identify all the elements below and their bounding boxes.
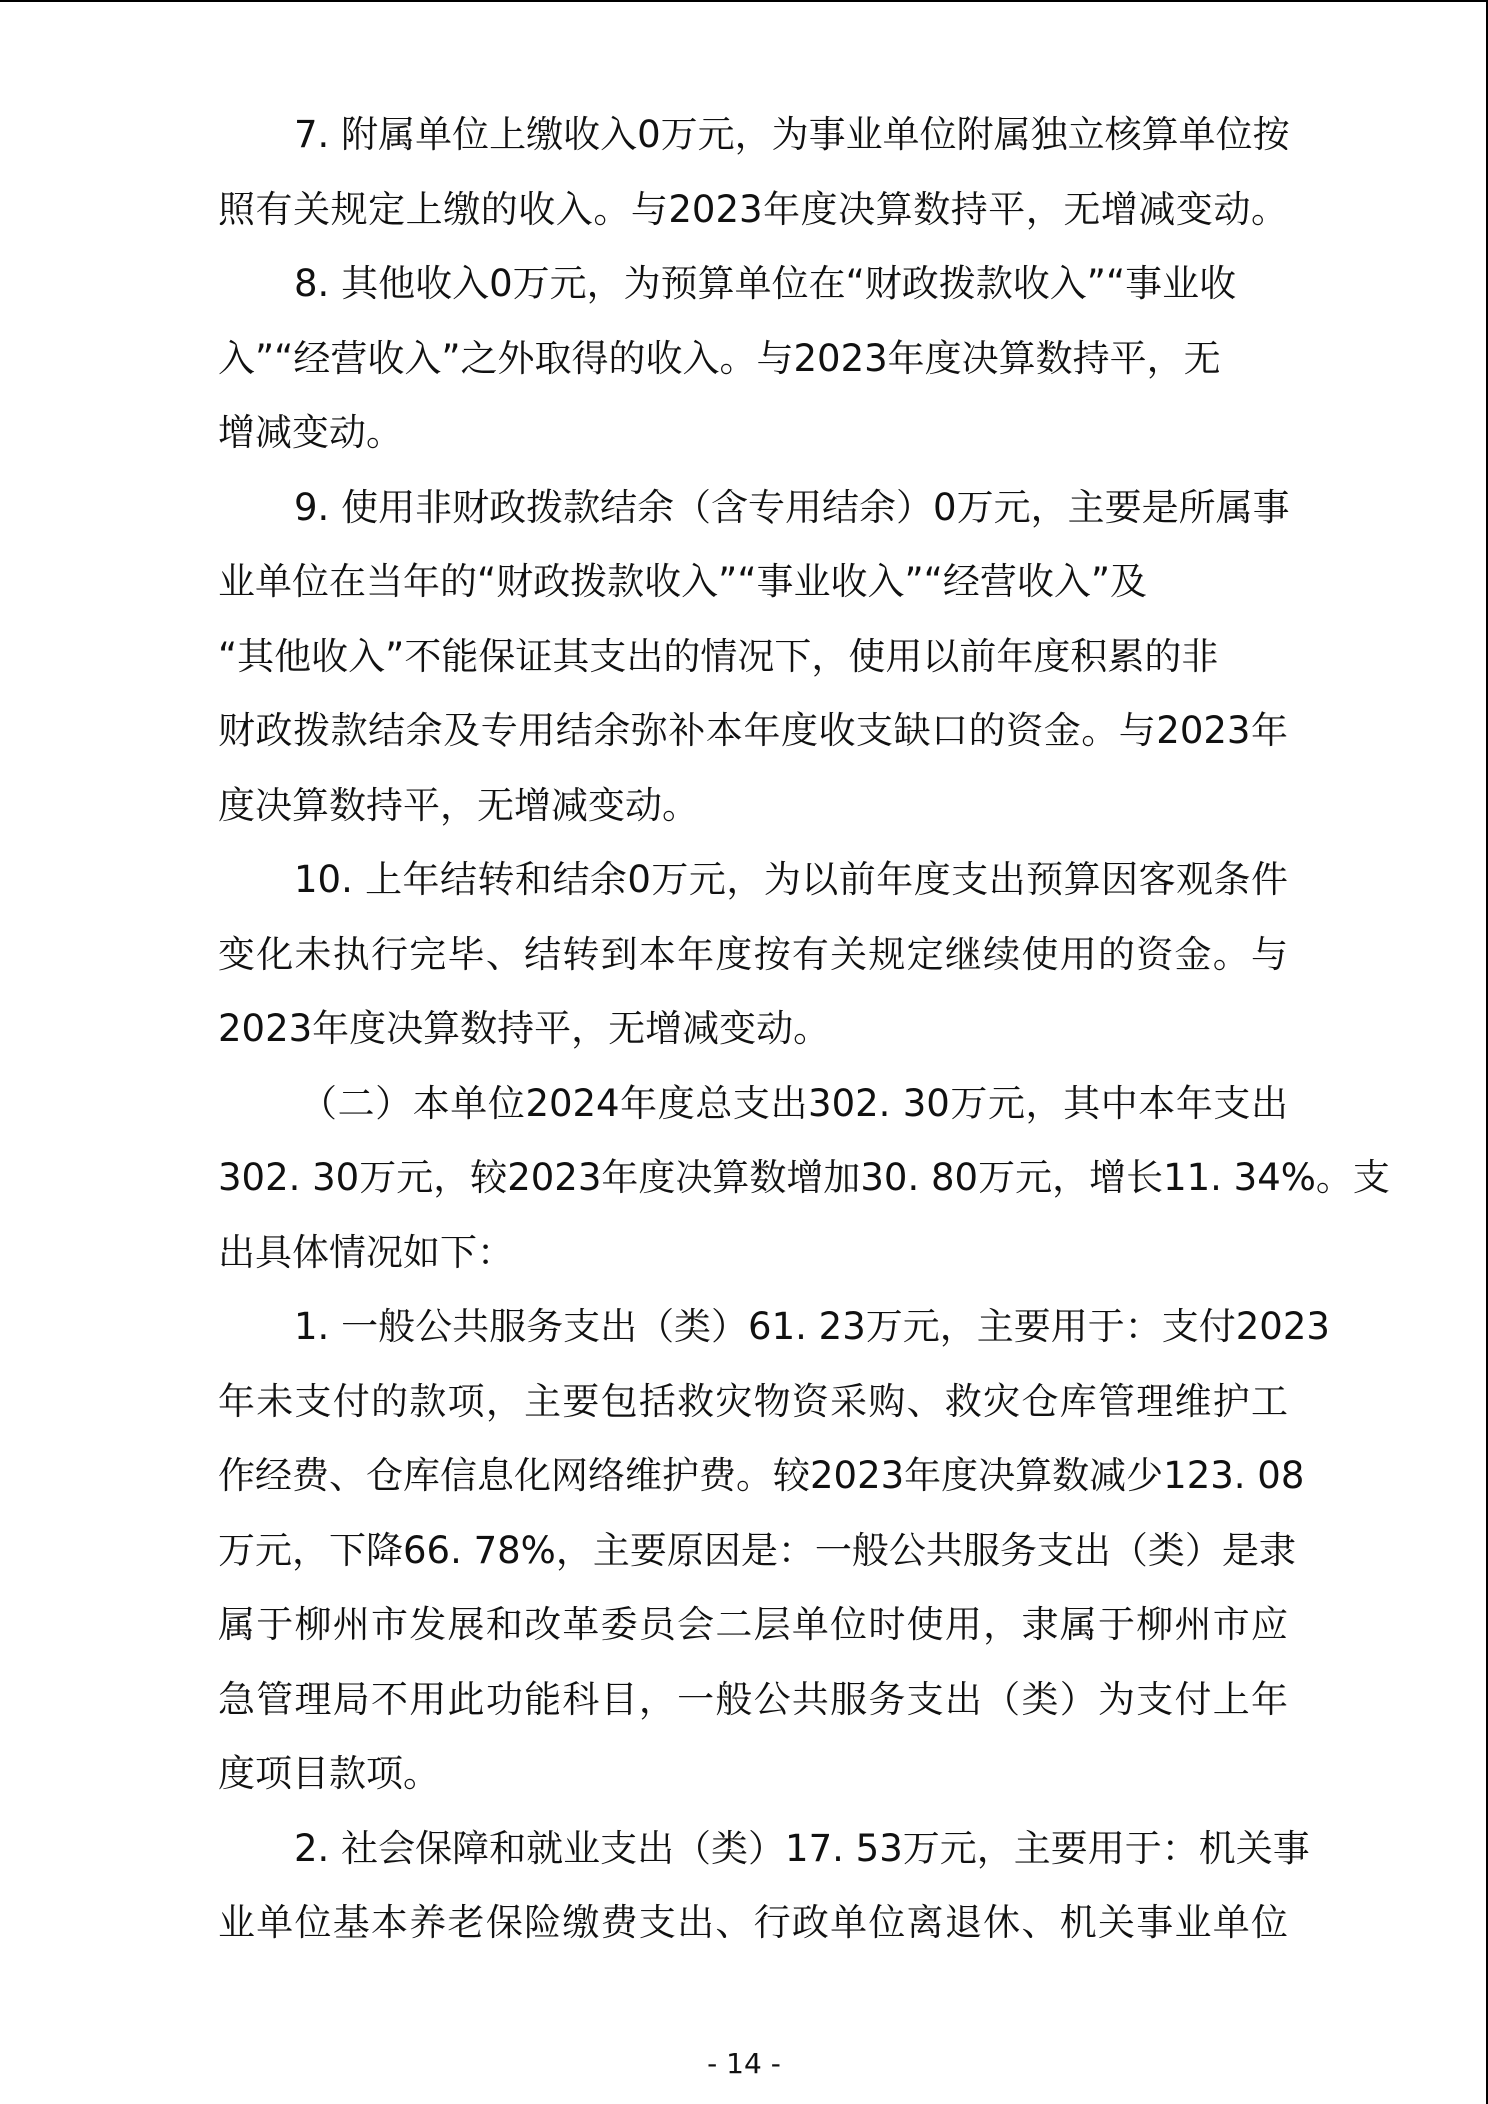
paragraph bbox=[218, 247, 1288, 471]
text-line: 年未支付的款项，主要包括救灾物资采购、救灾仓库管理维护工 bbox=[218, 1379, 1288, 1423]
text-line: 财政拨款结余及专用结余弥补本年度收支缺口的资金。与2023年 bbox=[218, 709, 1288, 752]
text-line: 302. 30万元，较2023年度决算数增加30. 80万元，增长11. 34%。支 bbox=[218, 1156, 1390, 1199]
text-line: 入”“经营收入”之外取得的收入。与2023年度决算数持平，无 bbox=[218, 336, 1221, 380]
paragraph bbox=[218, 471, 1288, 844]
text-line: 度项目款项。 bbox=[218, 1752, 440, 1795]
page-top-border bbox=[0, 0, 1488, 2]
text-line: 10. 上年结转和结余0万元，为以前年度支出预算因客观条件 bbox=[294, 858, 1288, 901]
text-line: 万元，下降66. 78%，主要原因是：一般公共服务支出（类）是隶 bbox=[218, 1528, 1296, 1572]
text-line: 2. 社会保障和就业支出（类）17. 53万元，主要用于：机关事 bbox=[294, 1826, 1310, 1870]
text-line: 1. 一般公共服务支出（类）61. 23万元，主要用于：支付2023 bbox=[294, 1305, 1330, 1348]
text-line: 7. 附属单位上缴收入0万元，为事业单位附属独立核算单位按 bbox=[294, 113, 1290, 156]
text-line: 8. 其他收入0万元，为预算单位在“财政拨款收入”“事业收 bbox=[294, 262, 1237, 305]
paragraph bbox=[218, 98, 1288, 247]
paragraph bbox=[218, 1067, 1390, 1291]
text-line: “其他收入”不能保证其支出的情况下，使用以前年度积累的非 bbox=[218, 634, 1219, 678]
text-line: 属于柳州市发展和改革委员会二层单位时使用，隶属于柳州市应 bbox=[218, 1603, 1288, 1646]
text-line: （二）本单位2024年度总支出302. 30万元，其中本年支出 bbox=[300, 1081, 1288, 1125]
text-line: 作经费、仓库信息化网络维护费。较2023年度决算数减少123. 08 bbox=[218, 1454, 1305, 1497]
text-line: 增减变动。 bbox=[218, 411, 403, 454]
text-line: 出具体情况如下： bbox=[218, 1230, 514, 1274]
text-line: 业单位在当年的“财政拨款收入”“事业收入”“经营收入”及 bbox=[218, 560, 1148, 603]
paragraph bbox=[218, 1290, 1330, 1812]
paragraph bbox=[218, 843, 1288, 1067]
text-line: 业单位基本养老保险缴费支出、行政单位离退休、机关事业单位 bbox=[218, 1901, 1288, 1944]
page-number: - 14 - bbox=[707, 2047, 781, 2080]
text-line: 照有关规定上缴的收入。与2023年度决算数持平，无增减变动。 bbox=[218, 187, 1288, 231]
text-line: 2023年度决算数持平，无增减变动。 bbox=[218, 1007, 831, 1050]
paragraph bbox=[218, 1812, 1310, 1961]
text-line: 9. 使用非财政拨款结余（含专用结余）0万元，主要是所属事 bbox=[294, 485, 1290, 529]
text-line: 急管理局不用此功能科目，一般公共服务支出（类）为支付上年 bbox=[218, 1677, 1288, 1721]
text-line: 度决算数持平，无增减变动。 bbox=[218, 783, 699, 827]
text-line: 变化未执行完毕、结转到本年度按有关规定继续使用的资金。与 bbox=[218, 932, 1288, 976]
document-body bbox=[218, 98, 1390, 1961]
